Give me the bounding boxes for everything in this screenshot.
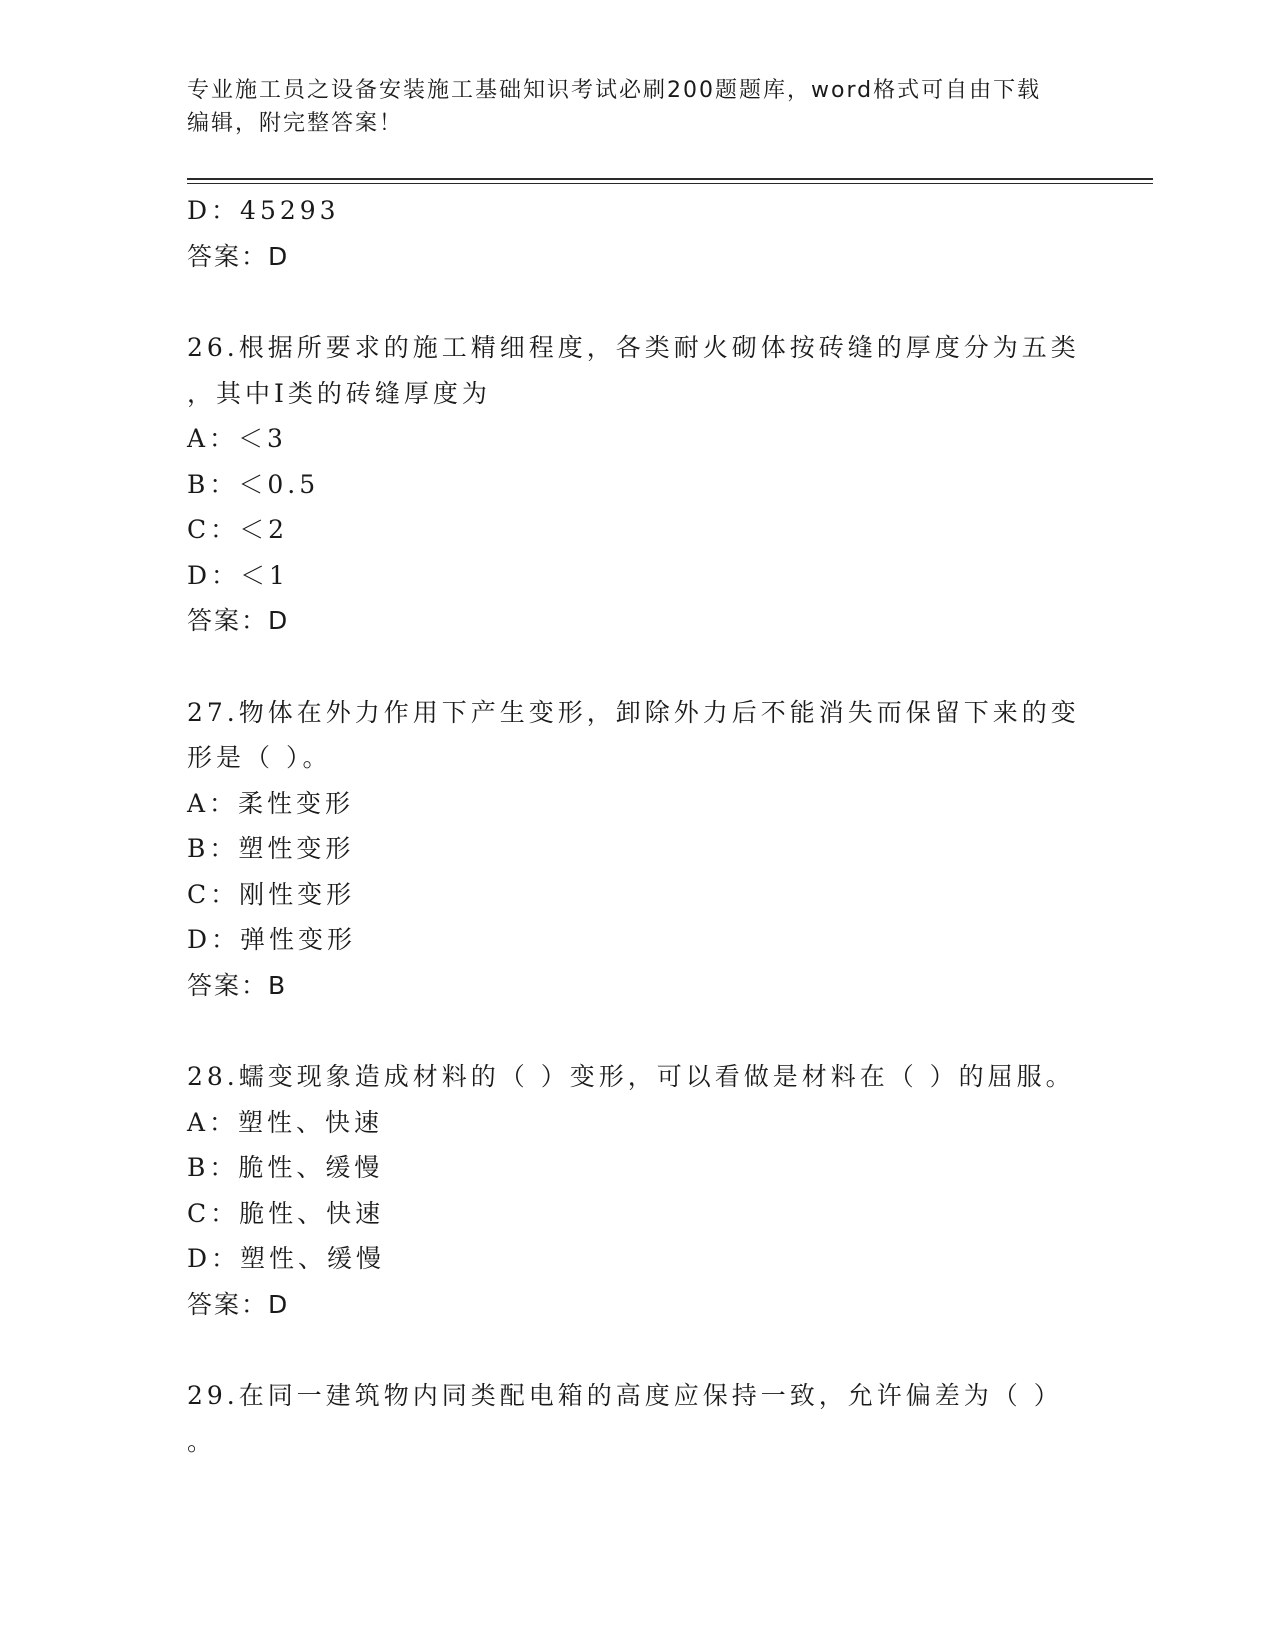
- option-b: B：＜0.5: [187, 469, 320, 499]
- spacer: [187, 279, 1087, 325]
- question-text-continued: 形是（ ）。: [187, 743, 332, 772]
- spacer: [187, 644, 1087, 690]
- question-text-continued: ，其中Ⅰ类的砖缝厚度为: [187, 378, 491, 408]
- question-text: 26.根据所要求的施工精细程度，各类耐火砌体按砖缝的厚度分为五类: [187, 333, 1080, 362]
- answer: 答案：D: [187, 1289, 290, 1319]
- option-b: B：脆性、缓慢: [187, 1153, 384, 1182]
- option-d: D：弹性变形: [187, 925, 357, 954]
- option-c: C：刚性变形: [187, 879, 356, 909]
- question-text: 28.蠕变现象造成材料的（ ）变形，可以看做是材料在（ ）的屈服。: [187, 1062, 1075, 1091]
- option-d: D：塑性、缓慢: [187, 1244, 386, 1273]
- page-header: [187, 74, 1067, 140]
- prev-option-d: D：45293: [187, 196, 340, 225]
- prev-answer: 答案：D: [187, 241, 290, 271]
- option-b: B：塑性变形: [187, 834, 355, 863]
- answer: 答案：B: [187, 970, 288, 1000]
- spacer: [187, 1008, 1087, 1054]
- header-title-line2: 编辑，附完整答案！: [187, 111, 404, 136]
- question-29: [187, 1373, 1087, 1464]
- header-divider-thin: [187, 183, 1153, 184]
- question-text: 27.物体在外力作用下产生变形，卸除外力后不能消失而保留下来的变: [187, 697, 1080, 727]
- question-26: [187, 325, 1087, 644]
- spacer: [187, 1327, 1087, 1373]
- question-28: [187, 1054, 1087, 1327]
- option-c: C：脆性、快速: [187, 1198, 385, 1228]
- option-d: D：＜1: [187, 560, 289, 590]
- question-text: 29.在同一建筑物内同类配电箱的高度应保持一致，允许偏差为（ ）: [187, 1381, 1063, 1410]
- answer: 答案：D: [187, 606, 290, 635]
- option-a: A：塑性、快速: [187, 1107, 384, 1137]
- option-c: C：＜2: [187, 515, 289, 544]
- option-a: A：＜3: [187, 424, 287, 453]
- question-27: [187, 690, 1087, 1009]
- question-list: [187, 188, 1087, 1464]
- header-divider-thick: [187, 178, 1153, 180]
- question-text-continued: 。: [187, 1426, 217, 1456]
- option-a: A：柔性变形: [187, 788, 355, 818]
- header-title-line1: 专业施工员之设备安装施工基础知识考试必刷200题题库，word格式可自由下载: [187, 78, 1042, 103]
